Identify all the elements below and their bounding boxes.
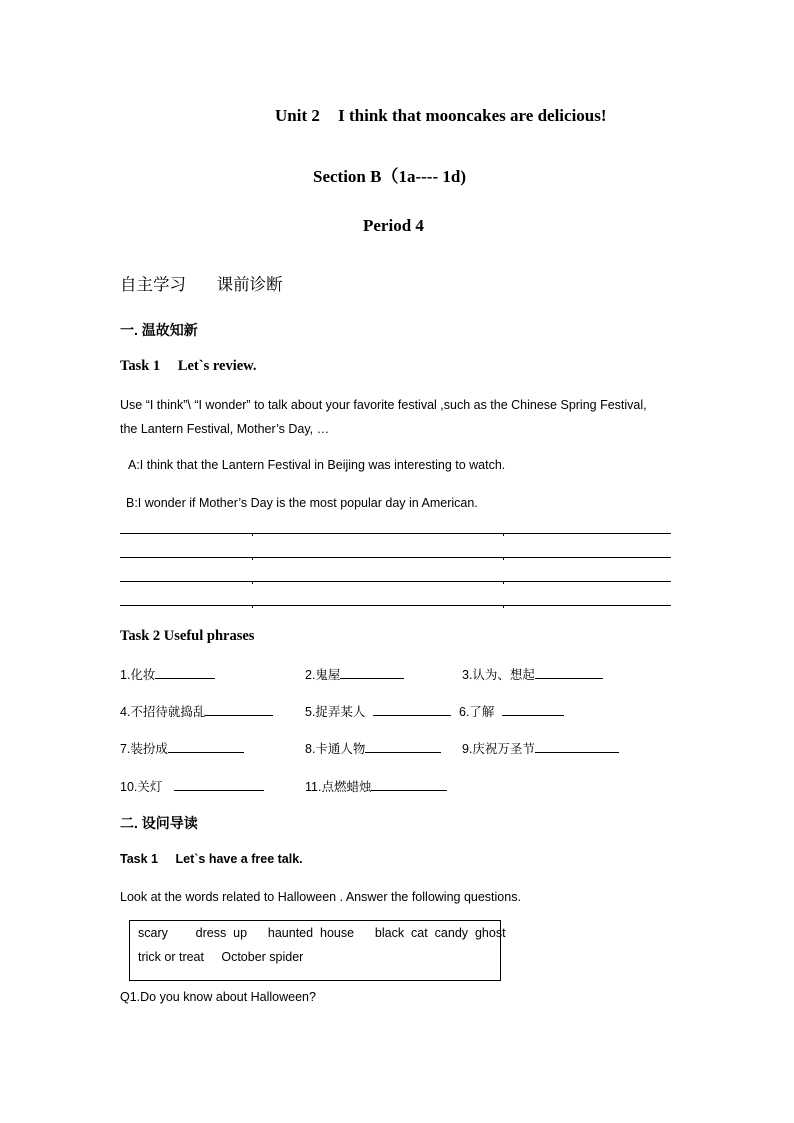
example-a: A:I think that the Lantern Festival in Beijing was interesting to watch. bbox=[128, 458, 506, 472]
phrase-blank[interactable] bbox=[155, 664, 215, 679]
phrase-item: 2.鬼屋 bbox=[305, 664, 404, 683]
phrase-item: 10.关灯 bbox=[120, 776, 264, 795]
answer-line[interactable] bbox=[120, 581, 671, 582]
section-title: Section B（1a---- 1d) bbox=[313, 167, 466, 186]
word-box-line: trick or treat October spider bbox=[138, 950, 304, 964]
free-talk-label: Task 1 bbox=[120, 852, 158, 866]
phrase-item: 1.化妆 bbox=[120, 664, 215, 683]
task1-instruction-line1: Use “I think”\ “I wonder” to talk about your favorite festival ,such as the Chinese Spring Festival, bbox=[120, 398, 647, 412]
free-talk-title: Let`s have a free talk. bbox=[175, 852, 303, 866]
answer-line[interactable] bbox=[120, 605, 671, 606]
halloween-instruction: Look at the words related to Halloween . Answer the following questions. bbox=[120, 890, 521, 904]
unit-title: I think that mooncakes are delicious! bbox=[338, 106, 607, 125]
phrase-blank[interactable] bbox=[174, 776, 264, 791]
phrase-item: 8.卡通人物 bbox=[305, 738, 441, 757]
phrase-blank[interactable] bbox=[371, 776, 447, 791]
task1-title: Let`s review. bbox=[177, 358, 257, 374]
task1-instruction-line2: the Lantern Festival, Mother’s Day, … bbox=[120, 422, 330, 436]
phrase-blank[interactable] bbox=[502, 701, 564, 716]
phrase-item: 7.装扮成 bbox=[120, 738, 244, 757]
example-b: B:I wonder if Mother’s Day is the most popular day in American. bbox=[126, 496, 478, 510]
phrase-blank[interactable] bbox=[168, 738, 244, 753]
self-study-heading bbox=[120, 271, 283, 295]
answer-line[interactable] bbox=[120, 533, 671, 534]
pre-class-diagnosis-title: 课前诊断 bbox=[216, 276, 283, 294]
free-talk-heading bbox=[120, 852, 303, 866]
phrase-blank[interactable] bbox=[373, 701, 451, 716]
phrase-blank[interactable] bbox=[535, 664, 603, 679]
phrase-item: 9.庆祝万圣节 bbox=[462, 738, 619, 757]
task1-review-heading bbox=[120, 358, 256, 375]
phrase-item: 5.捉弄某人 bbox=[305, 701, 451, 720]
phrase-item: 6.了解 bbox=[459, 701, 564, 720]
period-title: Period 4 bbox=[363, 216, 424, 235]
unit-title-line bbox=[275, 106, 607, 126]
answer-line[interactable] bbox=[120, 557, 671, 558]
task2-heading: Task 2 Useful phrases bbox=[120, 628, 255, 644]
unit-label: Unit 2 bbox=[275, 106, 320, 125]
phrase-item: 4.不招待就捣乱 bbox=[120, 701, 273, 720]
phrase-item: 11.点燃蜡烛 bbox=[305, 776, 447, 795]
self-study-title: 自主学习 bbox=[120, 276, 186, 294]
part-two-heading: 二. 设问导读 bbox=[120, 815, 198, 831]
halloween-word-box bbox=[129, 920, 506, 981]
question-1: Q1.Do you know about Halloween? bbox=[120, 990, 316, 1004]
phrase-blank[interactable] bbox=[535, 738, 619, 753]
phrase-blank[interactable] bbox=[205, 701, 273, 716]
word-box-line: scary dress up haunted house black cat candy ghost bbox=[138, 926, 506, 940]
task1-label: Task 1 bbox=[120, 358, 161, 374]
phrase-item: 3.认为、想起 bbox=[462, 664, 603, 683]
phrase-blank[interactable] bbox=[340, 664, 404, 679]
part-one-heading: 一. 温故知新 bbox=[120, 322, 198, 338]
phrase-blank[interactable] bbox=[365, 738, 441, 753]
